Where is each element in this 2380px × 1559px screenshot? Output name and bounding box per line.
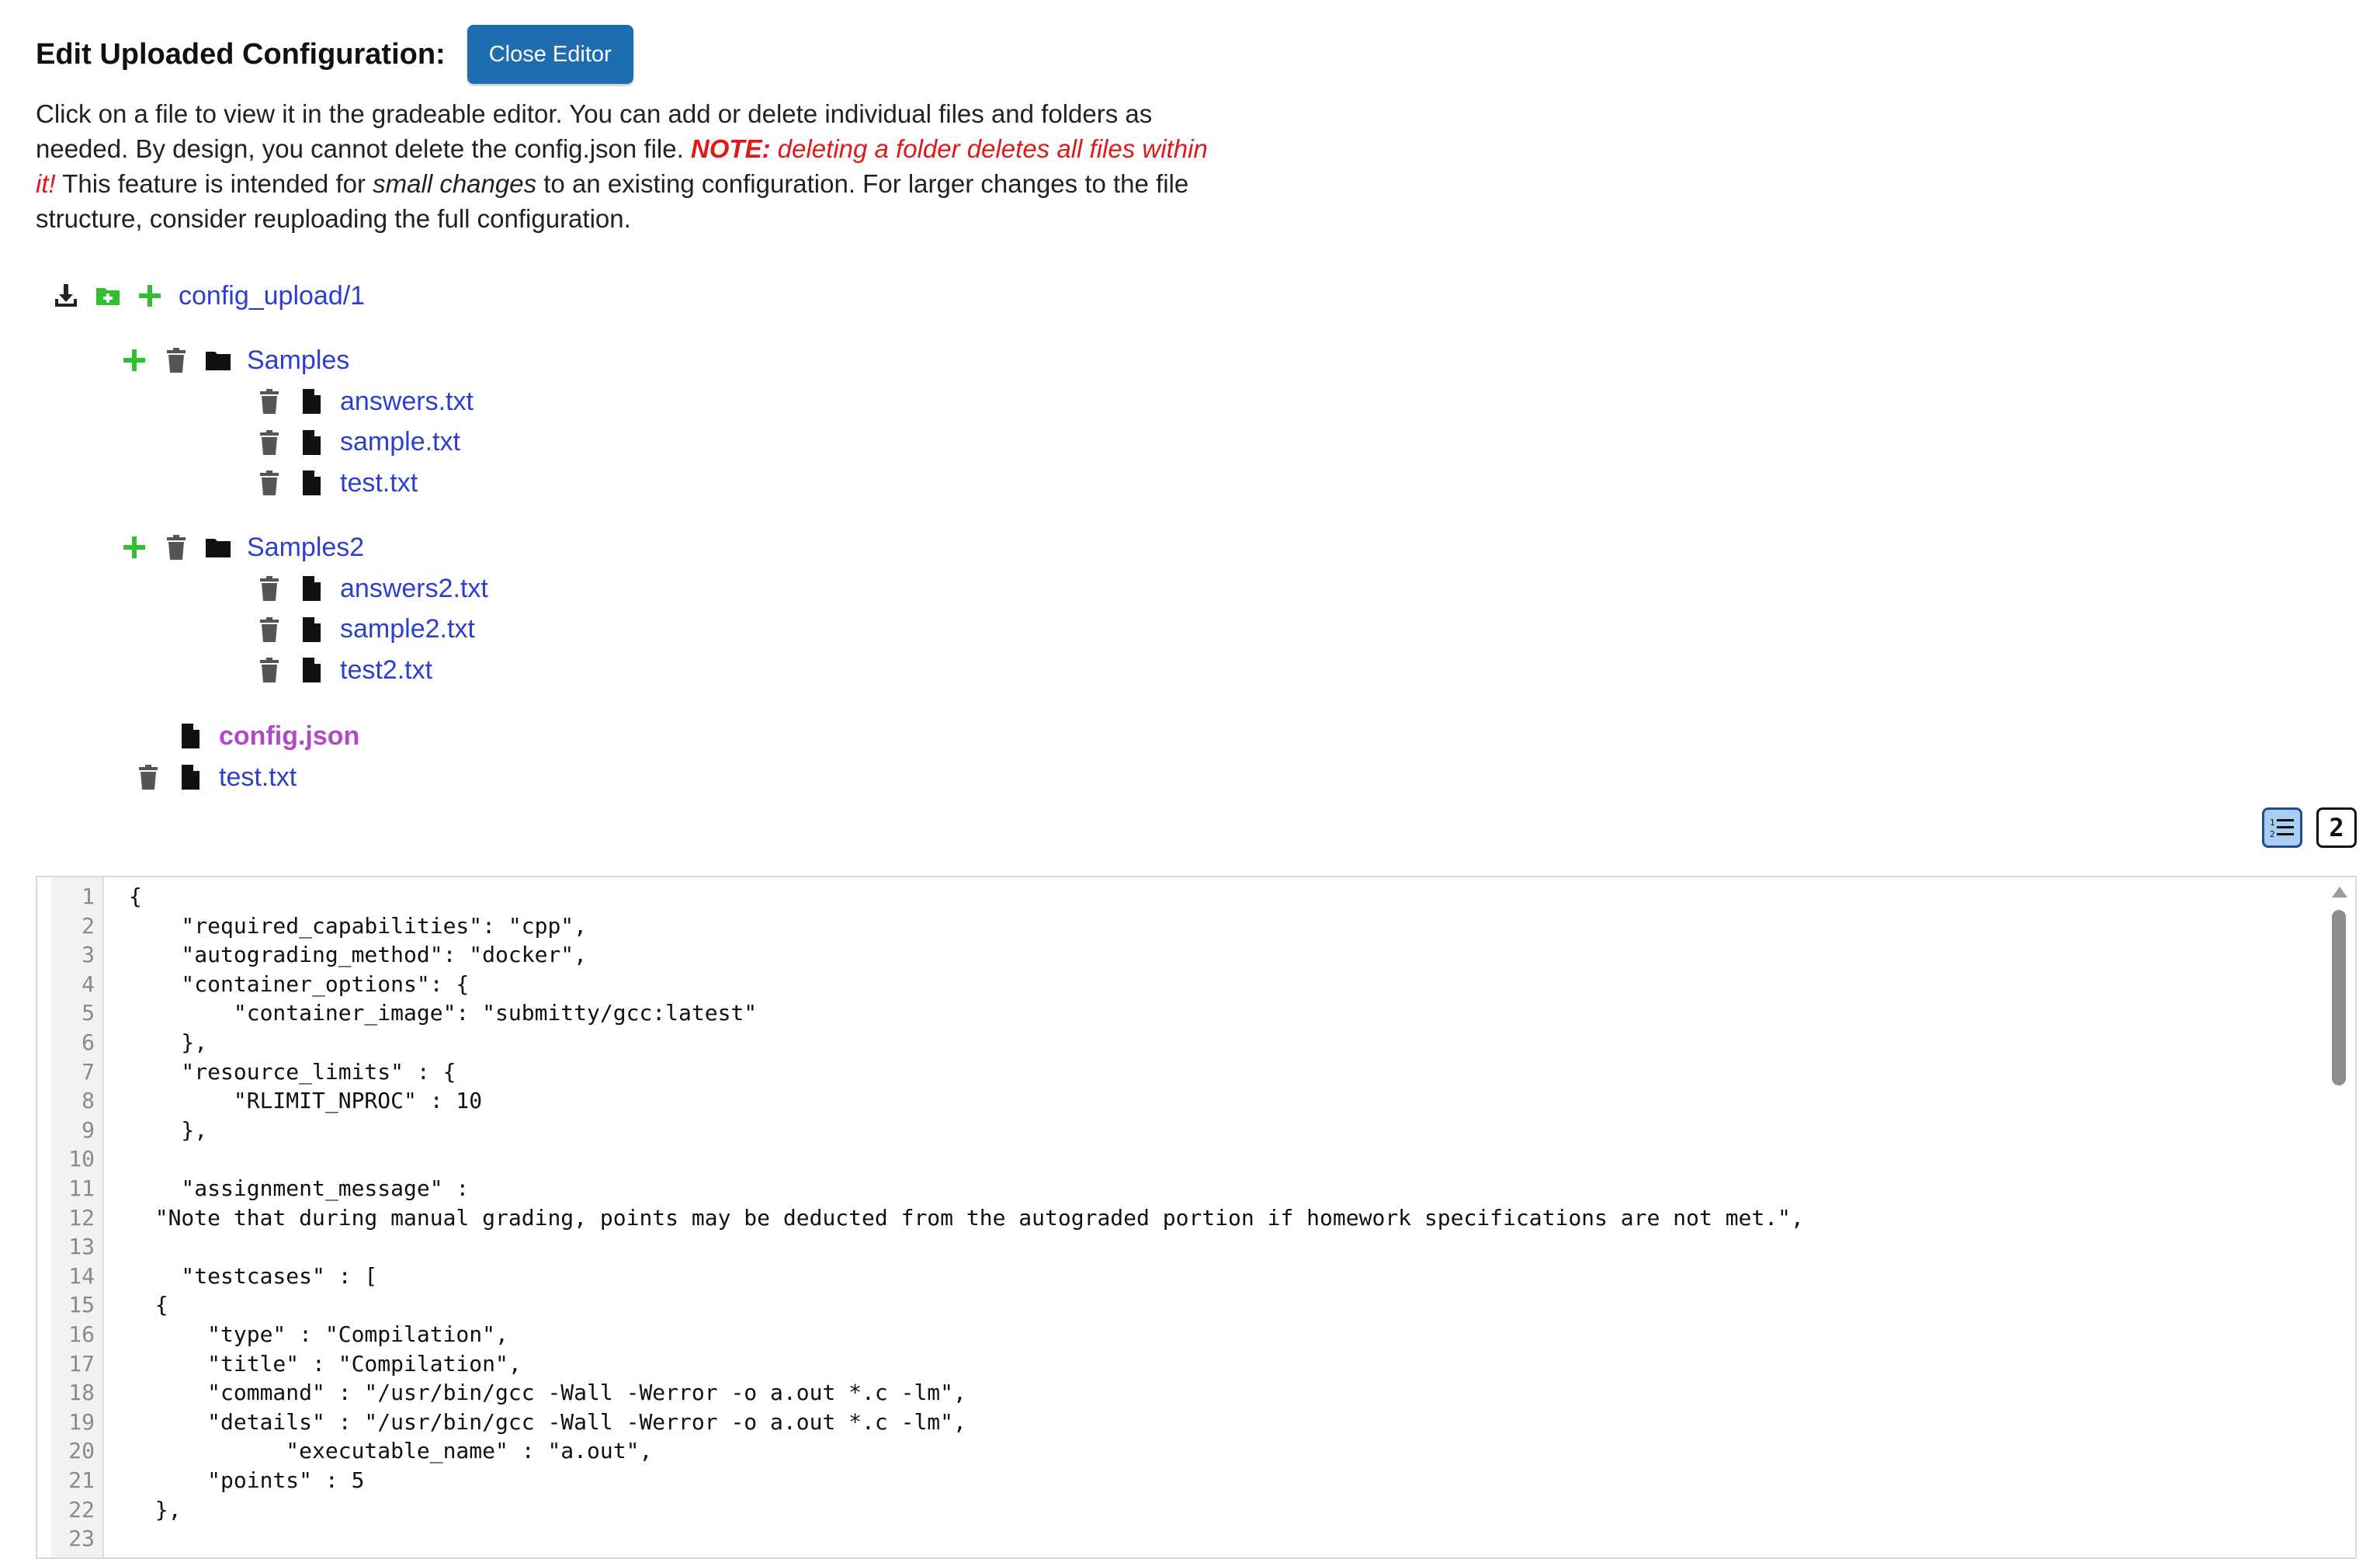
tree-file-row (256, 613, 475, 647)
code-editor[interactable] (36, 876, 2357, 1559)
file-icon (298, 656, 324, 684)
file-icon (298, 469, 324, 497)
file-icon (298, 387, 324, 415)
file-link[interactable]: test2.txt (340, 655, 433, 685)
trash-icon[interactable] (163, 533, 189, 561)
editor-scrollbar[interactable] (2330, 877, 2349, 1557)
scroll-up-arrow-icon[interactable] (2332, 887, 2347, 898)
folder-icon (205, 533, 231, 561)
add-folder-icon[interactable] (95, 282, 121, 310)
code-line: { (129, 884, 142, 909)
line-number: 5 (82, 1000, 95, 1026)
code-line: "assignment_message" : (129, 1175, 470, 1201)
tree-root-file-row (135, 719, 359, 753)
note-label: NOTE: (690, 134, 771, 163)
line-number: 12 (68, 1204, 95, 1231)
svg-text:2: 2 (2270, 829, 2275, 839)
line-number: 13 (68, 1234, 95, 1260)
file-icon (177, 722, 203, 750)
trash-icon[interactable] (256, 387, 283, 415)
desc-part2: This feature is intended for (55, 169, 373, 198)
code-line: "details" : "/usr/bin/gcc -Wall -Werror -o a.out *.c -lm", (129, 1408, 966, 1435)
second-toggle-icon[interactable]: 2 (2316, 807, 2357, 848)
tree-file-row (256, 653, 432, 687)
tree-file-row (256, 425, 460, 460)
line-number: 3 (82, 942, 95, 968)
code-line: }, (129, 1116, 208, 1143)
line-number: 6 (82, 1029, 95, 1055)
code-line: "container_options": { (129, 970, 470, 997)
line-number: 1 (82, 884, 95, 909)
code-line: "testcases" : [ (129, 1262, 378, 1289)
code-line: "required_capabilities": "cpp", (129, 912, 588, 939)
line-numbers-toggle-icon[interactable] (2262, 807, 2302, 848)
instructions-text (36, 96, 1208, 236)
editor-header (36, 25, 633, 84)
code-line: }, (129, 1029, 208, 1055)
tree-folder-row (121, 530, 364, 564)
download-icon[interactable] (53, 282, 79, 310)
file-link[interactable]: answers2.txt (340, 573, 488, 603)
line-number: 21 (68, 1467, 95, 1493)
code-line: "autograding_method": "docker", (129, 942, 588, 968)
folder-link[interactable]: Samples (247, 345, 350, 375)
code-line: "container_image": "submitty/gcc:latest" (129, 1000, 758, 1026)
add-file-icon[interactable] (121, 346, 147, 374)
folder-link[interactable]: Samples2 (247, 532, 365, 562)
line-number: 18 (68, 1380, 95, 1406)
trash-icon[interactable] (256, 616, 283, 644)
line-number: 17 (68, 1350, 95, 1377)
small-changes-text: small changes (373, 169, 537, 198)
line-number: 11 (68, 1175, 95, 1201)
tree-root-row (53, 279, 365, 313)
code-line: "Note that during manual grading, points may be deducted from the autograded portion if homework specifications are not met.", (129, 1204, 1804, 1231)
line-number: 9 (82, 1116, 95, 1143)
line-number: 8 (82, 1088, 95, 1114)
tree-root-file-row (135, 760, 297, 794)
code-line: "RLIMIT_NPROC" : 10 (129, 1088, 483, 1114)
desc-part3: to an existing configuration. For larger changes to the file structure, consider reuploading the full configuration. (36, 169, 1189, 233)
trash-icon[interactable] (163, 346, 189, 374)
code-line: { (129, 1292, 168, 1318)
line-number: 23 (68, 1526, 95, 1552)
trash-icon[interactable] (256, 656, 283, 684)
tree-file-row (256, 571, 488, 606)
file-link[interactable]: test.txt (340, 467, 418, 498)
code-line: "command" : "/usr/bin/gcc -Wall -Werror -o a.out *.c -lm", (129, 1380, 966, 1406)
code-line: "points" : 5 (129, 1467, 365, 1493)
code-line: }, (129, 1496, 182, 1523)
line-number: 22 (68, 1496, 95, 1523)
icon-spacer (135, 722, 161, 750)
trash-icon[interactable] (256, 469, 283, 497)
line-number: 19 (68, 1408, 95, 1435)
tree-file-row (256, 466, 418, 500)
file-link[interactable]: sample.txt (340, 427, 460, 457)
trash-icon[interactable] (256, 429, 283, 457)
root-file-link[interactable]: test.txt (219, 762, 297, 792)
line-number: 14 (68, 1262, 95, 1289)
root-folder-link[interactable]: config_upload/1 (179, 280, 366, 311)
code-line: "type" : "Compilation", (129, 1321, 508, 1347)
root-file-link[interactable]: config.json (219, 720, 360, 751)
page-title: Edit Uploaded Configuration: (36, 37, 446, 71)
code-line: "title" : "Compilation", (129, 1350, 522, 1377)
editor-toggles (2262, 807, 2357, 848)
folder-icon (205, 346, 231, 374)
line-number: 4 (82, 970, 95, 997)
file-icon (298, 575, 324, 602)
file-link[interactable]: answers.txt (340, 386, 474, 416)
file-link[interactable]: sample2.txt (340, 614, 475, 644)
svg-text:1: 1 (2270, 818, 2275, 828)
line-number: 15 (68, 1292, 95, 1318)
line-number: 16 (68, 1321, 95, 1347)
line-number: 2 (82, 912, 95, 939)
close-editor-button[interactable]: Close Editor (467, 25, 633, 84)
trash-icon[interactable] (135, 763, 161, 791)
code-line: "executable_name" : "a.out", (129, 1438, 653, 1464)
add-file-icon[interactable] (121, 533, 147, 561)
tree-file-row (256, 384, 474, 418)
line-number: 20 (68, 1438, 95, 1464)
scroll-thumb[interactable] (2332, 910, 2346, 1085)
line-number: 10 (68, 1146, 95, 1172)
file-icon (298, 429, 324, 457)
note-text: deleting a folder deletes all files within it! (36, 134, 1208, 198)
line-number: 7 (82, 1058, 95, 1085)
code-line: "resource_limits" : { (129, 1058, 456, 1085)
file-icon (177, 763, 203, 791)
trash-icon[interactable] (256, 575, 283, 602)
file-icon (298, 616, 324, 644)
desc-part1: Click on a file to view it in the gradeable editor. You can add or delete individual files and folders as needed. By design, you cannot delete the config.json file. (36, 99, 1153, 163)
add-file-icon[interactable] (137, 282, 163, 310)
tree-folder-row (121, 343, 349, 377)
